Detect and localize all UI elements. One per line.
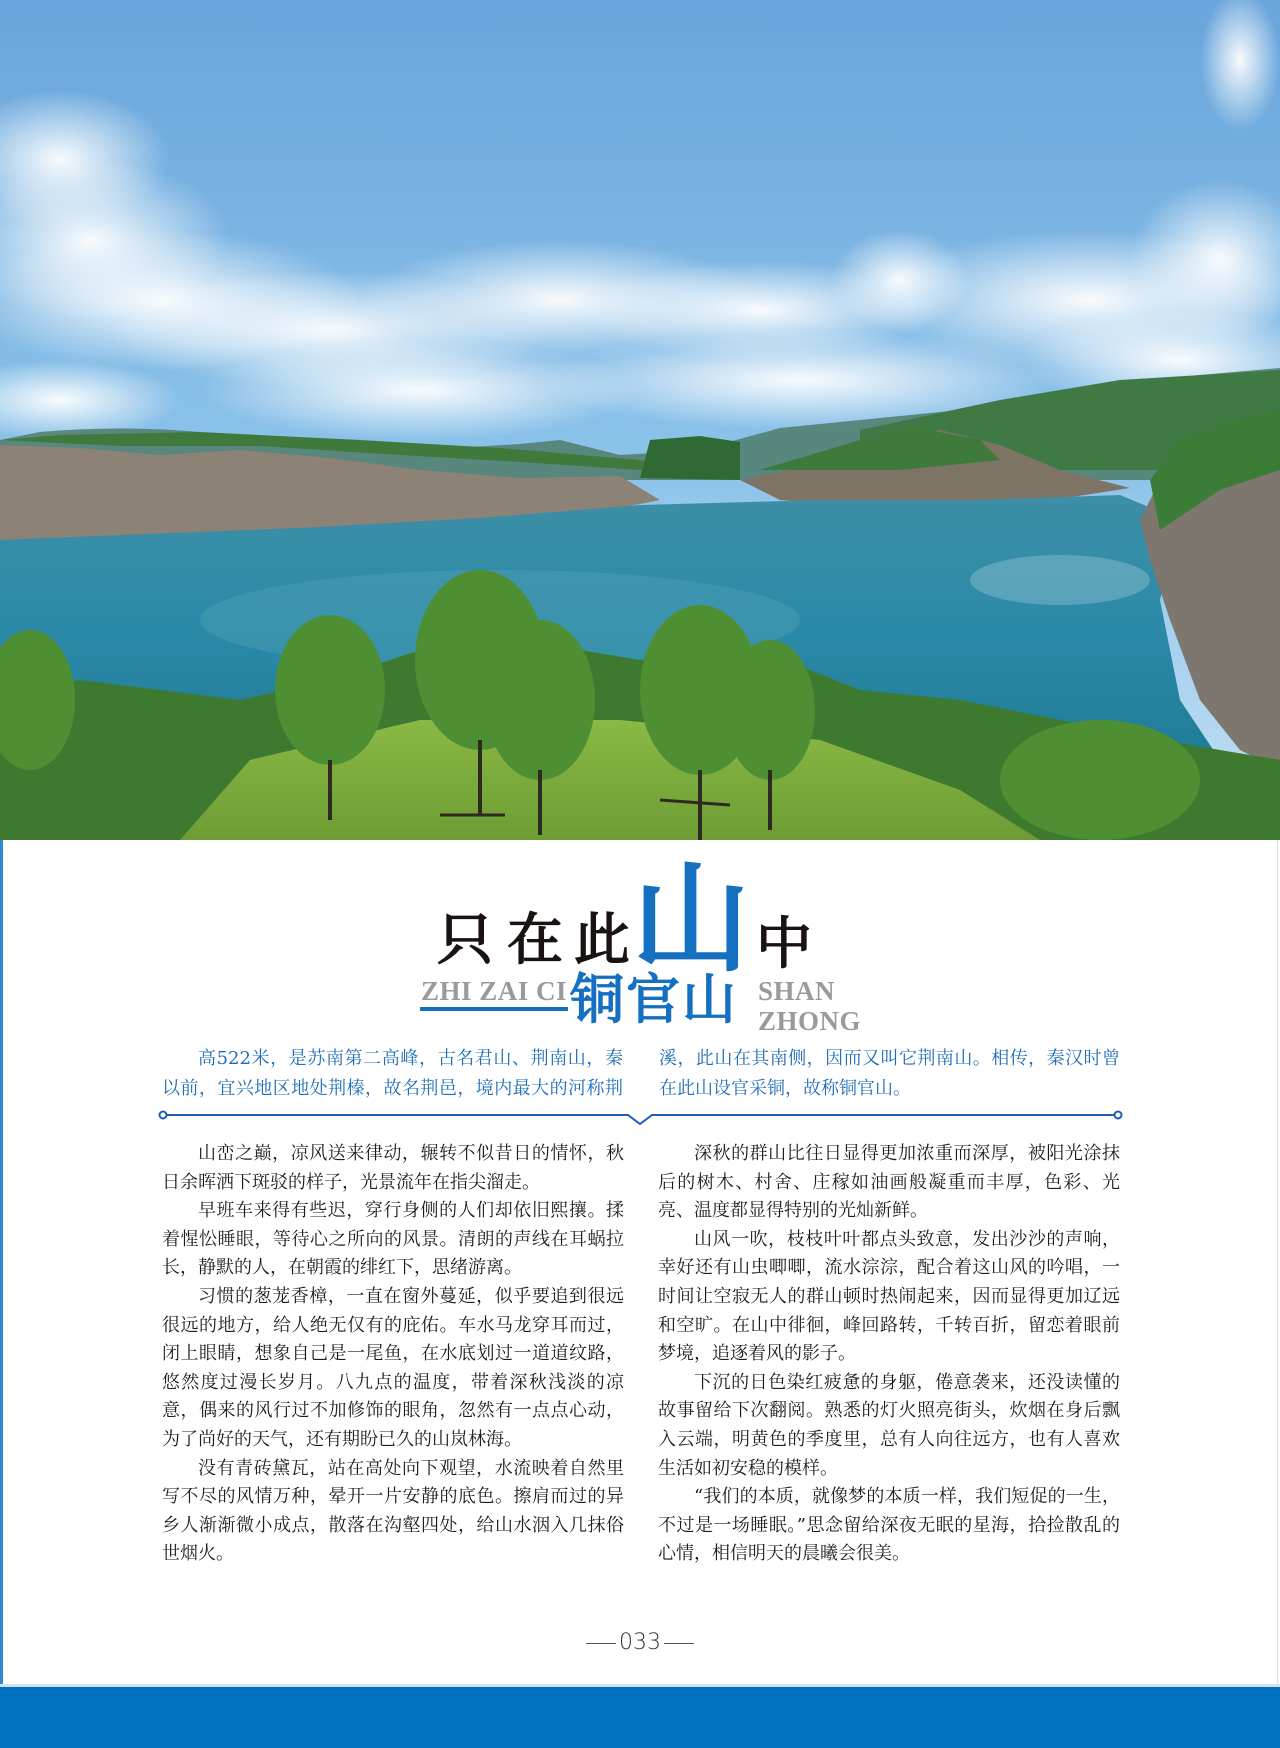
title-char-3: 此 — [574, 907, 630, 973]
title-char-1: 只 — [437, 907, 493, 973]
footer-color-bar — [0, 1687, 1280, 1748]
body-left-column — [162, 1140, 624, 1569]
divider-left-circle — [160, 1112, 167, 1119]
title-char-2: 在 — [507, 907, 563, 973]
paragraph: 深秋的群山比往日显得更加浓重而深厚，被阳光涂抹后的树木、村舍、庄稼如油画般凝重而丰厚，色彩、光亮、温度都显得特别的光灿新鲜。 — [658, 1143, 1120, 1222]
pinyin-right-line1: SHAN — [758, 976, 836, 1006]
title-char-last: 中 — [756, 911, 812, 977]
paragraph: 没有青砖黛瓦，站在高处向下观望，水流映着自然里写不尽的风情万种，晕开一片安静的底色。擦肩而过的异乡人渐渐微小成点，散落在沟壑四处，给山水洇入几抹俗世烟火。 — [162, 1457, 624, 1565]
paragraph: 习惯的葱茏香樟，一直在窗外蔓延，似乎要追到很远很远的地方，给人绝无仅有的庇佑。车水马龙穿耳而过，闭上眼睛，想象自己是一尾鱼，在水底划过一道道纹路，悠然度过漫长岁月。八九点的温度，带着深秋浅淡的凉意，偶来的风行过不加修饰的眼角，忽然有一点点心动，为了尚好的天气，还有期盼已久的山岚林海。 — [162, 1285, 624, 1450]
intro-paragraph — [162, 1044, 1120, 1104]
pinyin-right-line2: ZHONG — [758, 1006, 862, 1036]
pinyin-left: ZHI ZAI CI — [421, 976, 568, 1006]
page-number-dash-left — [586, 1643, 616, 1644]
title-emphasis-char: 山 — [632, 849, 751, 988]
paragraph: 山风一吹，枝枝叶叶都点头致意，发出沙沙的声响，幸好还有山虫唧唧，流水淙淙，配合着这山风的吟唱，一时间让空寂无人的群山顿时热闹起来，因而显得更加辽远和空旷。在山中徘徊，峰回路转，千转百折，留恋着眼前梦境，追逐着风的影子。 — [658, 1228, 1120, 1365]
article-body — [162, 1140, 1120, 1569]
article-title — [0, 849, 1280, 1040]
page-number — [0, 1632, 1280, 1654]
paragraph: 早班车来得有些迟，穿行身侧的人们却依旧熙攘。揉着惺忪睡眼，等待心之所向的风景。清朗的声线在耳蜗拉长，静默的人，在朝霞的绯红下，思绪游离。 — [162, 1200, 624, 1279]
page-number-dash-right — [664, 1643, 694, 1644]
section-divider — [158, 1106, 1124, 1126]
landscape-illustration — [0, 0, 1280, 840]
title-underline — [420, 1007, 568, 1011]
hero-photo-lake-landscape — [0, 0, 1280, 840]
divider-right-circle — [1115, 1112, 1122, 1119]
subtitle-place-name: 铜官山 — [570, 967, 738, 1031]
divider-line — [167, 1115, 1114, 1124]
body-right-column — [658, 1140, 1120, 1569]
paragraph: “我们的本质，就像梦的本质一样，我们短促的一生，不过是一场睡眠。”思念留给深夜无眠的星海，拾捡散乱的心情，相信明天的晨曦会很美。 — [658, 1486, 1120, 1565]
page-number-value: 033 — [619, 1630, 661, 1655]
intro-text: 高522米，是苏南第二高峰，古名君山、荆南山，秦以前，宜兴地区地处荆榛，故名荆邑，境内最大的河称荆溪，此山在其南侧，因而又叫它荆南山。相传，秦汉时曾在此山设官采铜，故称铜官山。 — [162, 1048, 1120, 1099]
paragraph: 下沉的日色染红疲惫的身躯，倦意袭来，还没读懂的故事留给下次翻阅。熟悉的灯火照亮街头，炊烟在身后飘入云端，明黄色的季度里，总有人向往远方，也有人喜欢生活如初安稳的模样。 — [658, 1371, 1120, 1479]
paragraph: 山峦之巅，凉风送来律动，辗转不似昔日的情怀，秋日余晖洒下斑驳的样子，光景流年在指尖溜走。 — [162, 1143, 624, 1193]
